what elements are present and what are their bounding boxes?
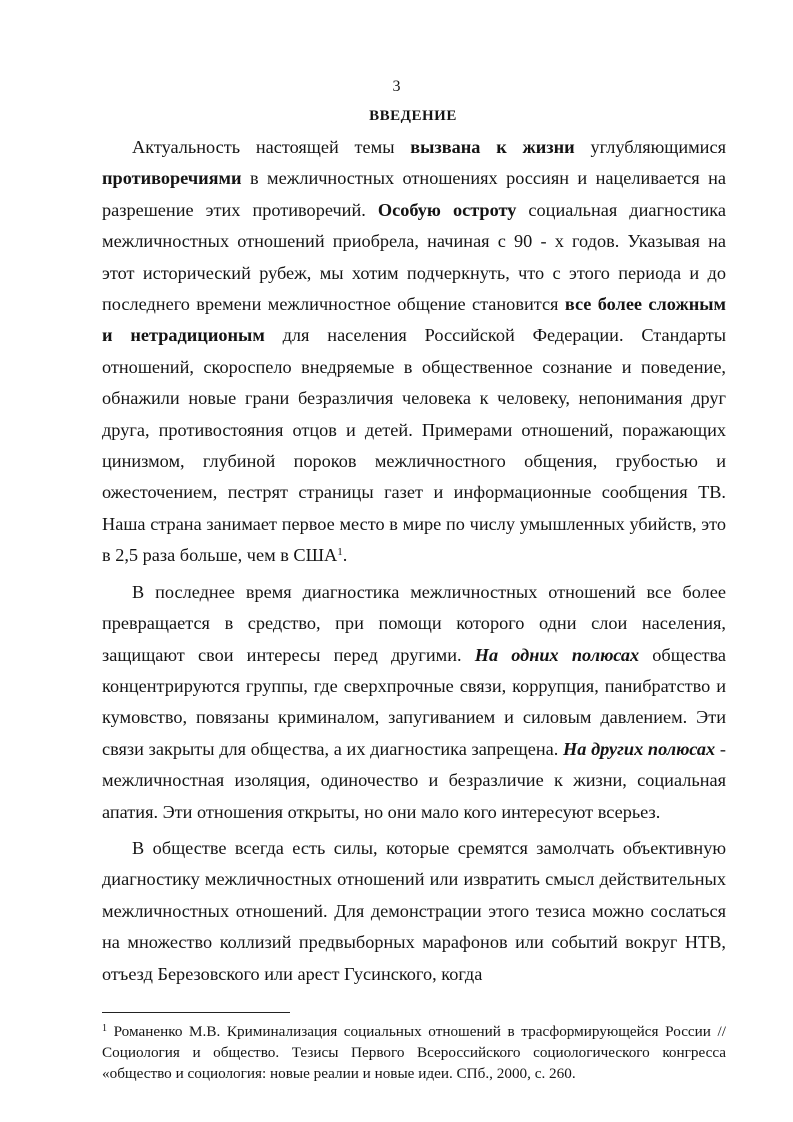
page-number: 3 [392,78,401,95]
bold-italic-text: На других полюсах [563,738,716,759]
text-run: Актуальность настоящей темы [132,137,411,157]
text-run: углубляющимися [574,137,726,157]
text-run: . [342,545,348,566]
text-run: для населения Российской Федерации. Стандарты отношений, скороспело внедряемые в общественное сознание и поведение, обнажили новые грани безразличия человека к человеку, непонимания друг друга, противостояния отцов и детей. Примерами отношений, поражающих цинизмом, глубиной пороков межличностного общения, грубостью и ожесточением, пестрят страницы газет и информационные сообщения ТВ. Наша страна занимает первое место в мире по числу умышленных убийств, это в 2,5 раза больше, чем в США [102,325,726,566]
footnote-divider [102,1012,290,1013]
bold-text: Особую остроту [377,199,517,220]
bold-text: вызвана к жизни [410,137,575,157]
bold-italic-text: На одних полюсах [474,644,640,665]
bold-text: противоречиями [102,168,242,189]
footnote [102,1021,726,1084]
paragraph-2 [102,577,726,828]
text-run: в межличностных отношениях россиян и нацеливается на разрешение этих противоречий. [102,168,726,220]
text-run: В последнее время диагностика межличностных отношений все более превращается в средство, при помощи которого одни слои населения, защищают свои интересы перед другими. [102,581,726,665]
text-run: В обществе всегда есть силы, которые сремятся замолчать объективную диагностику межличностных отношений или извратить смысл действительных межличностных отношений. Для демонстрации этого тезиса можно сослаться на множество коллизий предвыборных марафонов или событий вокруг НТВ, отъезд Березовского или арест Гусинского, когда [102,837,726,984]
text-run: - межличностная изоляция, одиночество и безразличие к жизни, социальная апатия. Эти отношения открыты, но они мало кого интересуют всерьез. [102,738,726,822]
footnote-marker: 1 [102,1023,107,1034]
footnote-text: Романенко М.В. Криминализация социальных отношений в трасформирующейся России // Социология и общество. Тезисы Первого Всероссийского социологического конгресса «общество и социология: новые реалии и новые идеи. СПб., 2000, с. 260. [102,1023,726,1082]
section-heading: ВВЕДЕНИЕ [369,108,457,124]
paragraph-1 [102,132,726,572]
body-text [102,132,726,990]
paragraph-3 [102,833,726,990]
text-run: социальная диагностика межличностных отношений приобрела, начиная с 90 - х годов. Указывая на этот исторический рубеж, мы хотим подчеркнуть, что с этого периода и до последнего времени межличностное общение становится [102,199,726,315]
text-run: общества концентрируются группы, где сверхпрочные связи, коррупция, панибратство и кумовство, повязаны криминалом, запугиванием и силовым давлением. Эти связи закрыты для общества, а их диагностика запрещена. [102,644,726,759]
bold-text: все более сложным и нетрадиционым [102,294,726,346]
footnote-reference: 1 [337,546,343,559]
